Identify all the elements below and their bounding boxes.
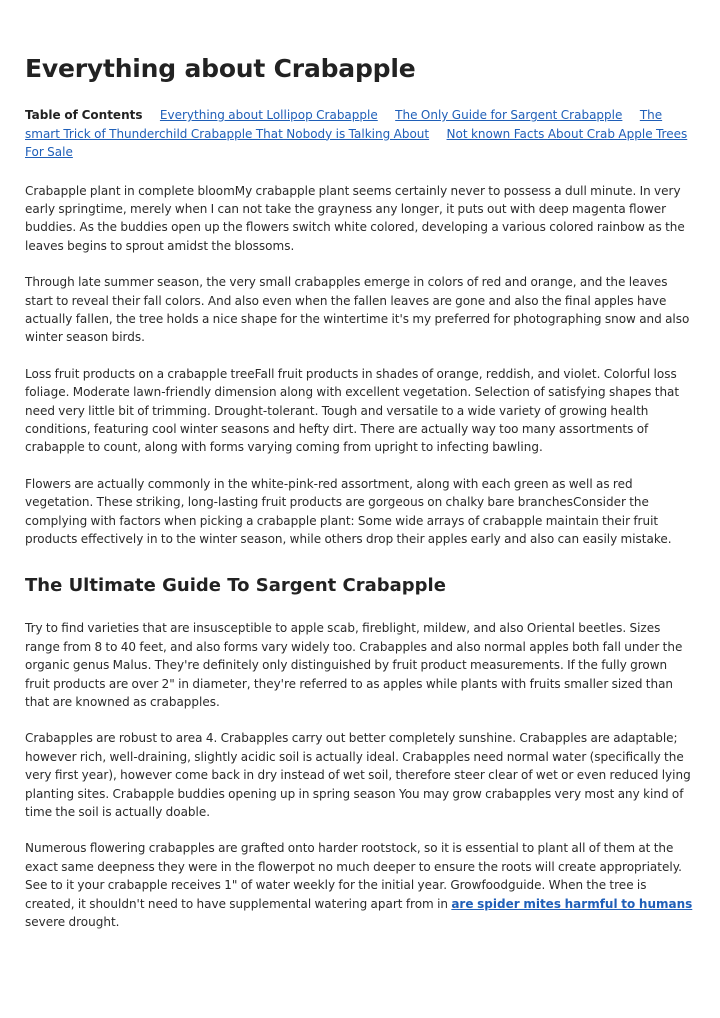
paragraph-flowers: Flowers are actually commonly in the white-pink-red assortment, along with each green as well as red vegetation. These striking, long-lasting fruit products are gorgeous on chalky bare branchesConsider the complying with factors when picking a crabapple plant: Some wide arrays of crabapple maintain their fruit products effectively in to the winter season, while others drop their apples early and also can easily mistake. (25, 476, 672, 546)
paragraph-fall-fruit: Loss fruit products on a crabapple treeFall fruit products in shades of orange, reddish, and violet. Colorful loss foliage. Moderate lawn-friendly dimension along with excellent vegetation. Selection of satisfying shapes that need very little bit of trimming. Drought-tolerant. Tough and versatile to a wide variety of growing health conditions, featuring cool winter seasons and hefty dirt. There are actually way too many assortments of crabapple to count, along with forms varying coming from upright to infecting bawling. (25, 366, 680, 455)
toc-link-crab-apple-trees-for-sale[interactable]: Not known Facts About Crab Apple Trees For Sale (25, 126, 688, 159)
paragraph-planting-text: Numerous flowering crabapples are grafted onto harder rootstock, so it is essential to plant all of them at the exact same deepness they were in the flowerpot no much deeper to ensure the roots will create appropriately. See to it your crabapple receives 1" of water weekly for the initial year. Growfoodguide. When the tree is created, it shouldn't need to have supplemental watering apart from in (25, 841, 682, 911)
paragraph-bloom: Crabapple plant in complete bloomMy crabapple plant seems certainly never to possess a dull minute. In very early springtime, merely when I can not take the grayness any longer, it puts out with deep magenta flower buddies. As the buddies open up the flowers switch white colored, developing a various colored rainbow as the leaves begins to sprout amidst the blossoms. (25, 183, 685, 253)
paragraph-late-summer: Through late summer season, the very small crabapples emerge in colors of red and orange, and the leaves start to reveal their fall colors. And also even when the fallen leaves are gone and also the final apples have actually fallen, the tree holds a nice shape for the wintertime it's my preferred for photographing snow and also winter season birds. (25, 275, 690, 345)
toc-link-thunderchild-crabapple[interactable]: The smart Trick of Thunderchild Crabapple That Nobody is Talking About (25, 108, 663, 141)
table-of-contents (25, 106, 695, 162)
toc-link-sargent-crabapple[interactable]: The Only Guide for Sargent Crabapple (395, 108, 623, 122)
paragraph-planting (25, 839, 695, 931)
paragraph-planting-tail: severe drought. (25, 915, 120, 930)
toc-link-lollipop-crabapple[interactable]: Everything about Lollipop Crabapple (159, 108, 378, 122)
paragraph-varieties: Try to find varieties that are insusceptible to apple scab, fireblight, mildew, and also Oriental beetles. Sizes range from 8 to 40 feet, and also forms vary widely too. Crabapples and also normal apples both fall under the organic genus Malus. They're definitely only distinguished by fruit product measurements. If the fully grown fruit products are over 2" in diameter, they're referred to as apples while plants with fruits smaller sized than that are knowned as crabapples. (25, 621, 683, 710)
paragraph-hardiness: Crabapples are robust to area 4. Crabapples carry out better completely sunshine. Crabapples are adaptable; however rich, well-draining, slightly acidic soil is actually ideal. Crabapples need normal water (specifically the very first year), however come back in dry instead of wet soil, therefore steer clear of wet or even reduced lying planting sites. Crabapple buddies opening up in spring season You may grow crabapples very most any kind of time the soil is actually doable. (25, 731, 691, 820)
spider-mites-link[interactable]: are spider mites harmful to humans (451, 896, 693, 911)
section-heading: The Ultimate Guide To Sargent Crabapple (25, 575, 446, 597)
toc-label: Table of Contents (25, 108, 143, 122)
page-title: Everything about Crabapple (25, 54, 416, 83)
